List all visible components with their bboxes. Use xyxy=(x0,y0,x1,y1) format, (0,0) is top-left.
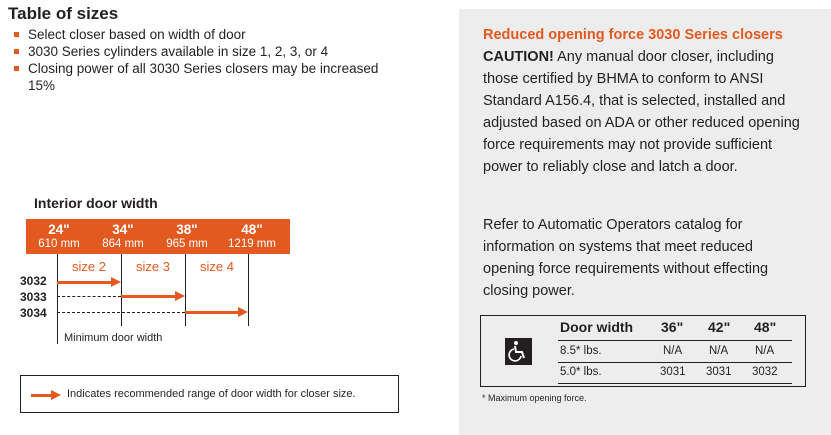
width-cell: 24" 610 mm xyxy=(38,222,80,250)
caution-label: CAUTION! xyxy=(483,49,554,65)
caution-paragraph xyxy=(483,46,803,178)
arrow-head-icon xyxy=(111,277,121,287)
size-label: size 3 xyxy=(136,259,170,274)
table-cell: 8.5* lbs. xyxy=(560,345,602,357)
dashed-line xyxy=(57,312,185,313)
dashed-line xyxy=(57,296,121,297)
bullet-list xyxy=(14,26,398,94)
width-cell: 34" 864 mm xyxy=(102,222,144,250)
legend-text: Indicates recommended range of door width for closer size. xyxy=(67,388,356,400)
min-width-label: Minimum door width xyxy=(64,332,163,344)
range-arrow xyxy=(185,311,238,314)
caution-text: Any manual door closer, including those certified by BHMA to conform to ANSI Standard A156.4, that is selected, installed and adjusted based on ADA or other reduced opening force requirements may not provide sufficient power to reliably close and latch a door. xyxy=(483,49,800,175)
legend-arrow xyxy=(31,394,53,397)
section-title: Table of sizes xyxy=(8,4,119,23)
size-label: size 2 xyxy=(72,259,106,274)
size-label: size 4 xyxy=(200,259,234,274)
table-header: 48" xyxy=(754,319,777,335)
table-cell: N/A xyxy=(709,345,729,357)
range-arrow xyxy=(121,295,175,298)
diagram-title: Interior door width xyxy=(34,195,158,211)
table-cell: N/A xyxy=(663,345,683,357)
arrow-head-icon xyxy=(51,390,61,400)
panel-heading: Reduced opening force 3030 Series closers xyxy=(483,27,783,43)
bullet-marker xyxy=(14,32,19,37)
width-header-bar xyxy=(26,219,290,254)
table-cell: 5.0* lbs. xyxy=(560,366,602,378)
width-cell: 48" 1219 mm xyxy=(228,222,276,250)
range-arrow xyxy=(57,281,111,284)
table-rule xyxy=(558,340,792,341)
table-cell: 3031 xyxy=(706,366,732,378)
wheelchair-icon xyxy=(505,338,532,365)
reference-paragraph: Refer to Automatic Operators catalog for information on systems that meet reduced opening force requirements without effecting closing power. xyxy=(483,217,769,299)
bullet-marker xyxy=(14,49,19,54)
table-header: 36" xyxy=(661,319,684,335)
legend-box xyxy=(20,375,399,413)
table-rule xyxy=(558,362,792,363)
table-cell: N/A xyxy=(755,345,775,357)
table-header: 42" xyxy=(708,319,731,335)
bullet-item: Closing power of all 3030 Series closers may be increased 15% xyxy=(14,60,398,94)
arrow-head-icon xyxy=(175,291,185,301)
arrow-head-icon xyxy=(238,307,248,317)
bullet-marker xyxy=(14,66,19,71)
footnote: * Maximum opening force. xyxy=(482,393,587,403)
table-header: Door width xyxy=(560,319,634,335)
table-rule xyxy=(558,383,792,384)
bullet-item: 3030 Series cylinders available in size 1, 2, 3, or 4 xyxy=(14,43,398,60)
model-label: 3032 xyxy=(20,274,47,288)
table-cell: 3032 xyxy=(752,366,778,378)
model-label: 3033 xyxy=(20,290,47,304)
width-cell: 38" 965 mm xyxy=(166,222,208,250)
model-label: 3034 xyxy=(20,306,47,320)
bullet-item: Select closer based on width of door xyxy=(14,26,398,43)
table-cell: 3031 xyxy=(660,366,686,378)
